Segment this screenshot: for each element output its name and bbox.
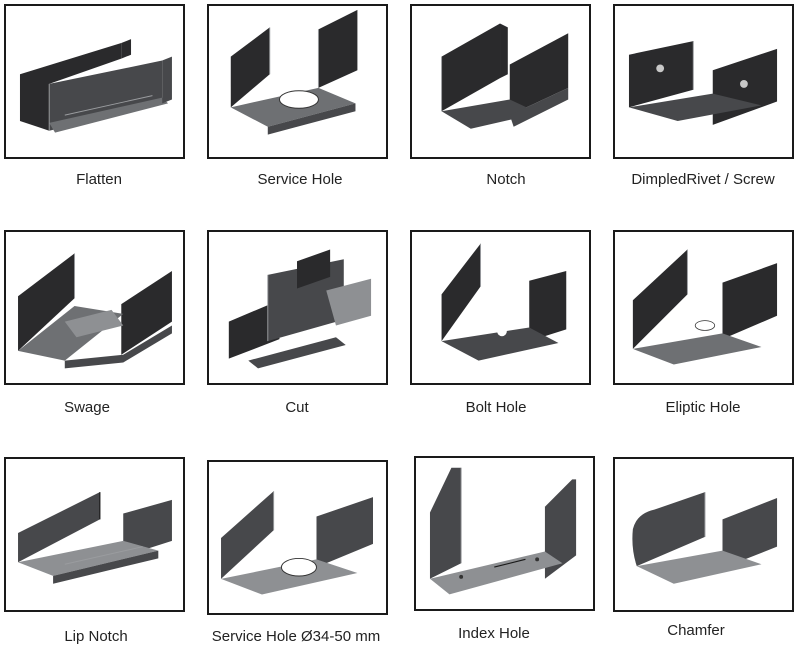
flatten-label: Flatten	[76, 171, 122, 188]
dimpled-rivet-label: DimpledRivet / Screw	[631, 171, 775, 188]
dimpled-rivet-profile-image	[613, 4, 794, 159]
service-hole-large-profile-image	[207, 460, 388, 615]
chamfer-profile-image	[613, 457, 794, 612]
eliptic-hole-profile-image	[613, 230, 794, 385]
cut-profile-image	[207, 230, 388, 385]
lip-notch-label: Lip Notch	[64, 628, 128, 645]
chamfer-label: Chamfer	[667, 622, 725, 639]
service-hole-large-label: Service Hole Ø34-50 mm	[211, 628, 381, 645]
cut-label: Cut	[285, 399, 309, 416]
flatten-profile-image	[4, 4, 185, 159]
notch-label: Notch	[486, 171, 526, 188]
eliptic-hole-label: Eliptic Hole	[665, 399, 741, 416]
swage-profile-image	[4, 230, 185, 385]
index-hole-profile-image	[414, 456, 595, 611]
notch-profile-image	[410, 4, 591, 159]
lip-notch-profile-image	[4, 457, 185, 612]
swage-label: Swage	[64, 399, 110, 416]
bolt-hole-profile-image	[410, 230, 591, 385]
bolt-hole-label: Bolt Hole	[465, 399, 527, 416]
index-hole-label: Index Hole	[458, 625, 530, 642]
service-hole-profile-image	[207, 4, 388, 159]
service-hole-label: Service Hole	[257, 171, 343, 188]
